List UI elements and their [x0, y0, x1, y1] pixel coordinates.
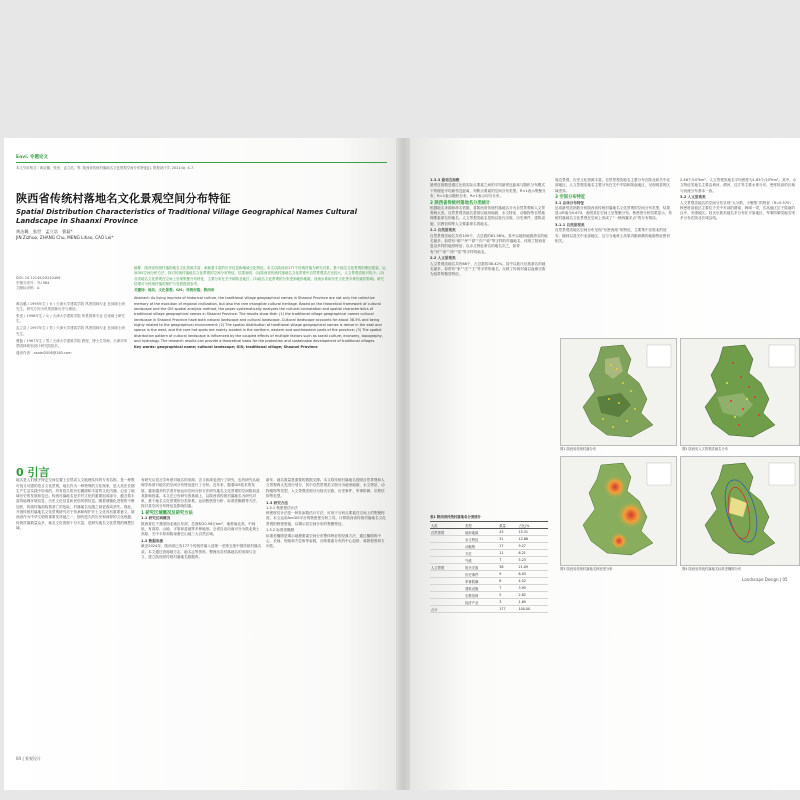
authors-cn: 黄洁璐 张世 孟立浩 曹磊*	[16, 229, 73, 234]
table-cell: 21.09	[518, 564, 548, 571]
table-cell: 6.03	[518, 571, 548, 578]
right-column-2	[555, 178, 673, 246]
table-cell: 合计	[430, 606, 464, 613]
table-cell	[430, 592, 464, 599]
table-cell: 9.27	[518, 543, 548, 550]
table-row	[430, 571, 548, 578]
authors-en: JIN Zizhuo, ZHANG Chu, MENG Lihao, CAO Lei*	[16, 235, 114, 240]
table-row	[430, 557, 548, 564]
table-cell: 36	[498, 564, 517, 571]
abstract-cn: 摘要：陕西省传统村落的地名文化资源丰富，承载着丰富的历史信息和地域文化特征。本文以陕西省177个传统村落为研究对象，基于地名文化景观的理论框架，运用GIS空间分析方法，探讨传统村落地名文化景观的空间分布特征。结果表明：(1)陕西省传统村落地名文化景观中自然景观类占比较大，人文景观类相对较少；(2)各类地名文化景观在空间上呈现集聚分布特征，主要分布在关中和陕北地区；(3)地名文化景观的分布受到地形地貌、河流水系和历史文化等多种因素的影响。研究结果可为传统村落的保护与发展提供参考。	[134, 266, 386, 286]
subsection-heading: 2.1 自然景观类	[430, 228, 456, 233]
table-cell	[430, 578, 464, 585]
meta-class: 中图分类号：TU 984	[16, 281, 50, 286]
citation-line: 本文引用格式：黄洁璐，张世，孟立浩，等. 陕西省传统村落地名文化景观空间分布特征[J]. 景观设计学, 2021(4): 4-7.	[16, 166, 195, 170]
table-cell: 姓氏宗族	[464, 564, 498, 571]
authors	[16, 229, 114, 241]
table-cell: 31	[498, 536, 517, 543]
table-cell	[430, 536, 464, 543]
table-cell	[430, 557, 464, 564]
table-cell: 气候	[464, 557, 498, 564]
body-text: 陕西省位于我国西北地区东部，总面积20.56万km²，地势南北高、中间低，有高原、山地、平原和盆地等多种地形。全省自北向南可分为陕北黄土高原、关中平原和陕南秦巴山地三大自然区域。	[141, 521, 260, 537]
right-page	[410, 138, 800, 790]
article-meta	[16, 276, 128, 356]
figure-4-ellipse-map	[680, 456, 800, 566]
body-column-1	[16, 466, 137, 533]
figure-1-map	[560, 338, 677, 446]
meta-email: 通讯作者：caolei2006@163.com	[16, 351, 72, 356]
right-column-1	[430, 178, 548, 279]
body-text: 2.46个/10⁴km²，人文景观类地名平均密度为1.83个/10⁴km²。其中，水文特征类地名主要沿黄河、渭河、汉江等主要水系分布，密度较高的区域与河流分布基本一致。	[680, 178, 797, 193]
body-text: 根据地名来源和命名依据，将陕西省传统村落地名分为自然景观和人文景观两大类。自然景观类地名是指以地形地貌、水文特征、动植物等自然地理要素命名的地名；人文景观类地名是指以姓氏宗族、历史事件、建筑设施、宗教信仰等人文要素命名的地名。	[430, 205, 545, 226]
meta-author-3: 孟立浩 / 1997年生 / 男 / 天津大学建筑学院 风景园林专业 在读硕士研究生。	[16, 326, 125, 336]
meta-author-1: 黄洁璐 / 1995年生 / 女 / 天津大学建筑学院 风景园林专业 在读硕士研究生。研究方向为风景园林历史与理论。	[16, 301, 125, 311]
table-header-cell: 类型	[464, 522, 498, 529]
table-cell: 43	[498, 529, 517, 536]
data-table-block	[430, 514, 548, 613]
table-cell: 17	[498, 543, 517, 550]
body-text: 地名是人们赋予特定空间位置上自然或人文地理实体的专有名称，是一种既可视又可感的语言文化景观。地名作为一种特殊的文化现象，是人类在长期生产生活实践中形成的，具有悠久的历史渊源和丰富的文化内涵，记录了地域历史的发展和变迁。传统村落地名是乡村文化的重要组成部分，蕴含着丰富的地理环境信息、历史文化信息和民俗风情信息。随着城镇化进程的不断加快，传统村落面临着消亡的危险，村落地名也随之被更改或消失。因此，开展传统村落地名文化景观研究对于传承和保护乡土文化具有重要意义。陕西省作为中华文明的重要发祥地之一，拥有悠久的历史和深厚的文化底蕴，传统村落数量众多，地名文化资源十分丰富，是研究地名文化景观的理想区域。	[16, 478, 135, 530]
table-cell: 3.95	[518, 585, 548, 592]
table-cell: 历史事件	[464, 571, 498, 578]
table-cell: 4.52	[518, 578, 548, 585]
table-cell: 9	[498, 571, 517, 578]
meta-author-4: 曹磊 / 1967年生 / 男 / 天津大学建筑学院 教授，博士生导师，天津市风景园林规划设计研究院院长。	[16, 338, 128, 349]
left-page	[4, 138, 399, 790]
subsection-heading: 3.2 人文景观类	[680, 195, 706, 200]
map-graphic	[561, 457, 676, 565]
table-header-row	[430, 522, 548, 529]
table-cell: 经济产业	[464, 599, 498, 606]
table-cell: 7	[498, 585, 517, 592]
subsection-heading: 3.1.1 自然景观类	[555, 223, 585, 228]
meta-author-2: 张世 / 1998年生 / 女 / 天津大学建筑学院 风景园林专业 在读硕士研究生。	[16, 314, 125, 324]
subsection-heading: 1.1 研究区域概况	[141, 516, 171, 521]
table-title: 表1 陕西省传统村落地名分类统计	[430, 515, 482, 519]
table-cell: 5.23	[518, 557, 548, 564]
subsection-heading: 1.3.2 标准差椭圆	[266, 528, 295, 533]
section-heading: 3 空间分布特征	[555, 195, 586, 201]
table-cell: 12.86	[518, 536, 548, 543]
table-cell: 1.69	[518, 599, 548, 606]
table-cell	[430, 571, 464, 578]
body-text: 自然景观类地名空间分布呈现“东密西疏”的特征，主要集中在陕北的延安、榆林以及关中北部地区，这与当地黄土高原沟壑纵横的地貌特征密切相关。	[555, 228, 670, 244]
intro-heading: 0 引言	[16, 466, 50, 479]
table-cell: 177	[498, 606, 517, 613]
keywords-cn: 关键词：地名；文化景观；GIS；传统村落；陕西省	[134, 288, 215, 293]
subsection-heading: 3.1 总体分布特征	[555, 200, 585, 205]
footer-left: 04 | 景观设计	[16, 756, 41, 761]
table-row	[430, 592, 548, 599]
table-cell: 15.31	[518, 529, 548, 536]
table-header-cell: 大类	[430, 522, 464, 529]
body-text: 最邻近指数是通过比较实际点要素之间的平均最邻近距离与随机分布模式下的理论平均最邻近距离，判断点要素的空间分布类型。R<1表示集聚分布，R=1表示随机分布，R>1表示均匀分布。	[430, 183, 546, 198]
right-column-3	[680, 178, 798, 223]
body-column-2	[141, 478, 262, 562]
table-cell: 自然景观	[430, 529, 464, 536]
table-cell	[464, 606, 498, 613]
table-cell: 3	[498, 599, 517, 606]
table-row	[430, 550, 548, 557]
table-cell	[430, 543, 464, 550]
map-graphic	[681, 457, 799, 565]
table-cell: 人文景观	[430, 564, 464, 571]
figure-2-caption: 图2 陕西省人文景观类地名分布	[682, 447, 729, 451]
figure-1-caption: 图1 陕西省传统村落分布	[560, 447, 597, 451]
table-cell: 建筑设施	[464, 585, 498, 592]
body-text: 截至2024年，陕西省已有177个传统村落入选第一至第五批中国传统村落名录。本文通过查阅地方志、地名志等资料，整理出各村落地名的来源与含义，建立陕西省传统村落地名数据库。	[141, 544, 262, 559]
table-cell: 地形地貌	[464, 529, 498, 536]
body-text: 周边景观，历史文化资源丰富。自然景观类地名主要分布在陕北和关中北部地区，人文景观类地名主要分布在关中平原和陕南地区，呈现明显的区域差异。	[555, 178, 670, 193]
table-cell: 5	[498, 592, 517, 599]
article-title-cn: 陕西省传统村落地名文化景观空间分布特征	[16, 192, 231, 205]
subsection-heading: 2.2 人文景观类	[430, 256, 456, 261]
body-text: 核密度估计法是一种非参数估计方法，可用于分析点要素在空间上的集聚程度。本文运用ArcGIS平台的核密度分析工具，计算陕西省传统村落地名文化景观的核密度值，以揭示其空间分布的集聚特征。	[266, 511, 386, 526]
body-text: 自然景观类地名共有109个，占总数的61.58%。其中以地形地貌命名的地名最多，如带有“塬”“坪”“峁”“沟”“坡”等字样的村落地名，体现了陕西省复杂多样的地形特征；以水文特征命名的地名次之，如带有“河”“泉”“湾”“渠”等字样的地名。	[430, 233, 548, 254]
subsection-heading: 1.3.1 核密度估计法	[266, 505, 298, 510]
table-row	[430, 529, 548, 536]
article-title-en: Spatial Distribution Characteristics of Traditional Village Geographical Names Cultural Landscape in Shaanxi Province	[16, 208, 358, 225]
abstract-en: Abstract: As living imprints of historical culture, the traditional village geographical names in Shaanxi Province are not only the collective memory of the evolution of regional civilization, but also the rare intangible cultural heritage. Based on the theoretical framework of cultural landscape and the GIS spatial analysis method, the paper systematically analyzes the cultural connotation and spatial characteristics of traditional village geographical names in Shaanxi Province. The results show that: (1) the traditional village geographical names cultural landscape in Shaanxi Province have both natural landscape and cultural landscape. Cultural landscape accounts for about 38.5% and being highly related to the geographical environment; (2) The spatial distribution of traditional village geographical names is dense in the east and sparse in the west, and the core hot spots are mainly located in the northern, eastern and southeastern parts of the province; (3) The spatial distribution pattern of cultural landscape is influenced by the coupled effects of multiple factors such as social culture, economy, topography, and hydrology. The research results can provide a theoretical basis for the protection and sustainable development of traditional villages.	[134, 296, 383, 343]
table-header-cell: 占比/%	[518, 522, 548, 529]
data-table	[430, 521, 548, 613]
abstract-block	[134, 266, 386, 350]
table-header-cell: 数量	[498, 522, 517, 529]
table-cell: 7	[498, 557, 517, 564]
table-row	[430, 536, 548, 543]
subsection-heading: 1.3.3 最邻近指数	[430, 178, 460, 182]
body-text: 新年，地名数量是重要的数据支撑。本文将传统村落地名按照自然景观和人文景观两大类进行划分，其中自然景观类又细分为地形地貌、水文特征、动物植物等类型，人文景观类细分为姓氏宗族、历史事件、军事防御、宗教信仰等类型。	[266, 478, 385, 498]
map-graphic	[561, 339, 676, 445]
figure-3-kde-map	[560, 456, 677, 566]
table-body	[430, 529, 548, 613]
table-cell: 8	[498, 578, 517, 585]
header-rule	[16, 162, 387, 163]
footer-right: Landscape Design | 05	[742, 577, 788, 582]
body-text: 有研究从语言学角度对地名的来源、含义和演变进行了研究，也有研究从地理学角度对地名的空间分布特征进行了分析。近年来，随着GIS技术的发展，越来越多的学者开始运用空间分析方法研究地名文化景观的空间格局及其影响因素。本文在已有研究的基础上，以陕西省传统村落地名为研究对象，基于地名文化景观的分类体系，运用核密度分析、标准差椭圆等方法，探讨其空间分布特征及影响因素。	[141, 478, 260, 509]
body-text: 人文景观类地名共有68个，占总数的38.42%。其中以姓氏宗族命名的地名最多，如带有“家”“庄”“王”等字样的地名，反映了传统村落以血缘宗族为纽带的聚居特征。	[430, 261, 546, 277]
table-row	[430, 585, 548, 592]
table-cell	[430, 550, 464, 557]
table-cell: 100.00	[518, 606, 548, 613]
table-cell: 军事防御	[464, 578, 498, 585]
map-graphic	[681, 339, 799, 445]
table-cell: 水文特征	[464, 536, 498, 543]
section-heading: 2 陕西省传统村落地名分类统计	[430, 200, 491, 206]
table-row	[430, 599, 548, 606]
figure-3-caption: 图3 陕西省传统村落地名核密度分析	[560, 567, 613, 571]
figure-4-caption: 图4 陕西省传统村落地名标准差椭圆分布	[682, 567, 742, 571]
table-cell: 2.82	[518, 592, 548, 599]
table-cell: 动植物	[464, 543, 498, 550]
table-cell: 宗教信仰	[464, 592, 498, 599]
body-column-3	[266, 478, 387, 551]
body-text: 标准差椭圆是揭示地理要素空间分布整体特征的经典方法，通过椭圆的中心、长轴、短轴和方位角等参数，反映要素分布的中心趋势、离散程度和方向性。	[266, 533, 385, 549]
subsection-heading: 1.3 研究方法	[266, 500, 288, 505]
table-row	[430, 543, 548, 550]
table-cell	[430, 585, 464, 592]
table-row	[430, 564, 548, 571]
table-row	[430, 606, 548, 613]
table-cell: 11	[498, 550, 517, 557]
table-cell: 6.21	[518, 550, 548, 557]
meta-code: 文献标识码：A	[16, 286, 40, 291]
keywords-en: Key words: geographical name; cultural landscape; GIS; traditional village; Shaanxi Province	[134, 345, 318, 350]
table-row	[430, 578, 548, 585]
section-tag: Envi. 专题论文	[16, 155, 49, 160]
table-cell: 方位	[464, 550, 498, 557]
subsection-heading: 1.2 数据来源	[141, 539, 163, 544]
meta-doi: DOI: 10.12145/20210406	[16, 276, 61, 280]
figure-2-map	[680, 338, 800, 446]
body-text: 运用最邻近指数分析陕西省传统村落地名文化景观的空间分布类型，结果显示R值为0.673，表明其在空间上呈集聚分布。核密度分析结果显示，传统村落地名文化景观在空间上形成了“一核两翼多点”的分布格局。	[555, 205, 673, 221]
section-heading: 1 研究区域概况及研究方法	[141, 511, 193, 517]
body-text: 人文景观类地名的空间分布呈现“大分散、小聚集”的特征（R=0.570），核密度高值区主要位于关中东部的渭南、韩城一带，次高值区位于陕南的汉中、安康地区。姓氏宗族类地名多分布在平原地区，军事防御类地名则多分布在陕北长城沿线。	[680, 200, 797, 221]
table-cell	[430, 599, 464, 606]
